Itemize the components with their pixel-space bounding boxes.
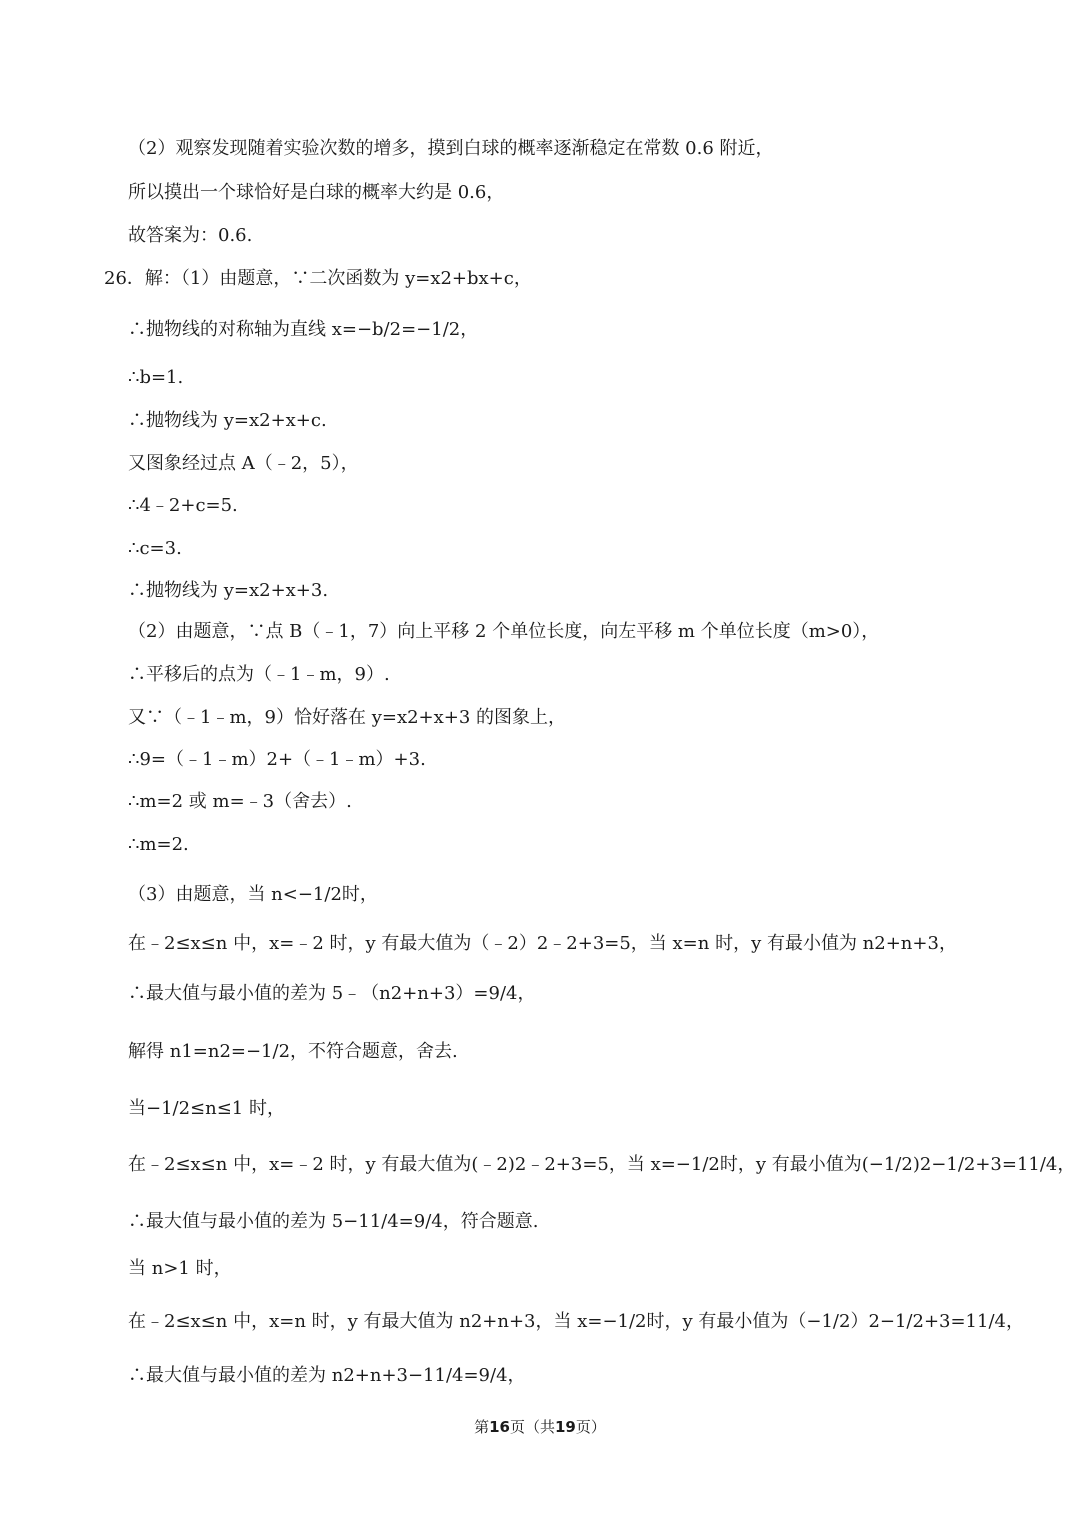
text-line: ∴最大值与最小值的差为 5−11/4=9/4，符合题意. <box>128 1211 539 1232</box>
text-line: （2）观察发现随着实验次数的增多，摸到白球的概率逐渐稳定在常数 0.6 附近， <box>128 138 774 159</box>
text-line: 所以摸出一个球恰好是白球的概率大约是 0.6， <box>128 182 505 203</box>
page-footer <box>0 1416 1080 1437</box>
text-line: 在﹣2≤x≤n 中，x=﹣2 时，y 有最大值为（﹣2）2﹣2+3=5，当 x=n 时，y 有最小值为 n2+n+3， <box>128 933 957 954</box>
footer-page-number: 16 <box>489 1418 510 1436</box>
text-line: ∴抛物线的对称轴为直线 x=−b/2=−1/2， <box>128 319 479 340</box>
text-line: ∴最大值与最小值的差为 5﹣（n2+n+3）=9/4， <box>128 983 536 1004</box>
text-line: 在﹣2≤x≤n 中，x=n 时，y 有最大值为 n2+n+3，当 x=−1/2时，y 有最小值为（−1/2）2−1/2+3=11/4， <box>128 1311 1024 1332</box>
text-line: （2）由题意，∵点 B（﹣1，7）向上平移 2 个单位长度，向左平移 m 个单位长度（m>0）， <box>128 621 880 642</box>
text-line: ∴4﹣2+c=5. <box>128 495 238 516</box>
text-line: 解得 n1=n2=−1/2，不符合题意，舍去. <box>128 1041 458 1062</box>
question-26-heading: 26．解：（1）由题意，∵二次函数为 y=x2+bx+c， <box>104 268 532 289</box>
text-line: ∴9=（﹣1﹣m）2+（﹣1﹣m）+3. <box>128 749 426 770</box>
footer-suffix: 页） <box>575 1418 606 1436</box>
footer-prefix: 第 <box>474 1418 490 1436</box>
text-line: ∴b=1. <box>128 367 184 388</box>
text-line: 当 n>1 时， <box>128 1258 232 1279</box>
text-line: ∴平移后的点为（﹣1﹣m，9）. <box>128 664 390 685</box>
text-line: ∴最大值与最小值的差为 n2+n+3−11/4=9/4， <box>128 1365 526 1386</box>
text-line: ∴抛物线为 y=x2+x+c. <box>128 410 327 431</box>
text-line: ∴m=2. <box>128 834 189 855</box>
text-line: 又∵（﹣1﹣m，9）恰好落在 y=x2+x+3 的图象上， <box>128 707 567 728</box>
text-line: 故答案为：0.6. <box>128 225 253 246</box>
text-line: 在﹣2≤x≤n 中，x=﹣2 时，y 有最大值为(﹣2)2﹣2+3=5，当 x=−1/2时，y 有最小值为(−1/2)2−1/2+3=11/4， <box>128 1154 1076 1175</box>
text-line: ∴m=2 或 m=﹣3（舍去）. <box>128 791 352 812</box>
text-line: ∴c=3. <box>128 538 182 559</box>
footer-total-pages: 19 <box>555 1418 576 1436</box>
text-line: 当−1/2≤n≤1 时， <box>128 1098 285 1119</box>
text-line: 又图象经过点 A（﹣2，5）， <box>128 453 359 474</box>
footer-middle: 页（共 <box>509 1418 555 1436</box>
text-line: ∴抛物线为 y=x2+x+3. <box>128 580 329 601</box>
text-line: （3）由题意，当 n<−1/2时， <box>128 884 378 905</box>
